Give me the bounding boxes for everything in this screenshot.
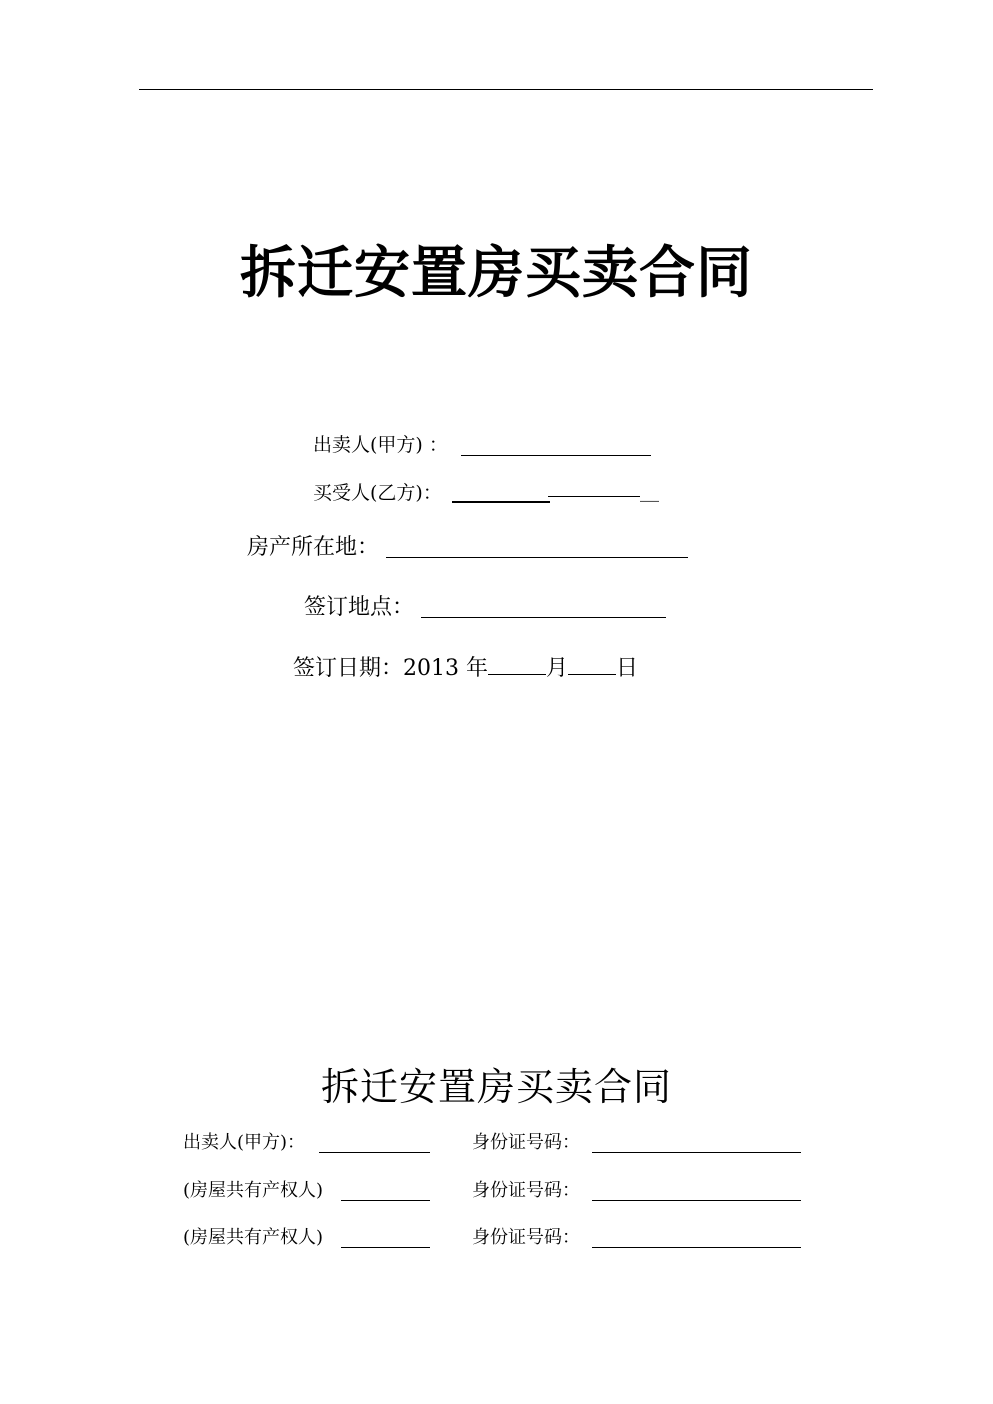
party-left-blank[interactable] (319, 1136, 430, 1153)
property-blank[interactable] (386, 541, 688, 558)
place-label: 签订地点： (304, 595, 415, 620)
id-number-label: 身份证号码： (472, 1180, 580, 1201)
property-field (247, 535, 379, 561)
party-row (183, 1180, 323, 1202)
buyer-blank-2[interactable] (548, 480, 640, 497)
party-row (183, 1227, 323, 1249)
id-number-label: 身份证号码： (472, 1132, 580, 1153)
id-number-blank[interactable] (592, 1184, 801, 1201)
id-number-blank[interactable] (592, 1136, 801, 1153)
date-day: 日 (616, 656, 639, 681)
party-row (183, 1132, 305, 1154)
date-field (293, 655, 638, 682)
party-left-label: (房屋共有产权人) (183, 1180, 324, 1201)
buyer-tail: __ (640, 480, 659, 502)
seller-blank[interactable] (461, 439, 651, 456)
party-left-blank[interactable] (341, 1184, 430, 1201)
property-label: 房产所在地： (247, 535, 380, 560)
place-blank[interactable] (421, 601, 666, 618)
party-left-blank[interactable] (341, 1231, 430, 1248)
contract-title: 拆迁安置房买卖合同 (320, 1065, 672, 1109)
date-month: 月 (545, 656, 568, 681)
id-number-label: 身份证号码： (472, 1227, 580, 1248)
header-rule (139, 89, 873, 90)
seller-field (313, 434, 448, 456)
day-blank[interactable] (568, 655, 616, 675)
id-number-blank[interactable] (592, 1231, 801, 1248)
place-field (304, 595, 414, 621)
seller-label: 出卖人(甲方) ： (313, 434, 448, 456)
month-blank[interactable] (488, 655, 546, 675)
party-left-label: (房屋共有产权人) (183, 1227, 324, 1248)
buyer-blank[interactable] (452, 486, 550, 503)
buyer-label: 买受人(乙方)： (313, 482, 442, 504)
party-right (472, 1227, 580, 1249)
cover-title: 拆迁安置房买卖合同 (240, 241, 753, 306)
party-right (472, 1180, 580, 1202)
party-left-label: 出卖人(甲方)： (183, 1132, 306, 1153)
date-label: 签订日期：2013 年 (293, 656, 488, 681)
buyer-field (313, 482, 442, 504)
buyer-tail-field (548, 480, 659, 502)
party-right (472, 1132, 580, 1154)
